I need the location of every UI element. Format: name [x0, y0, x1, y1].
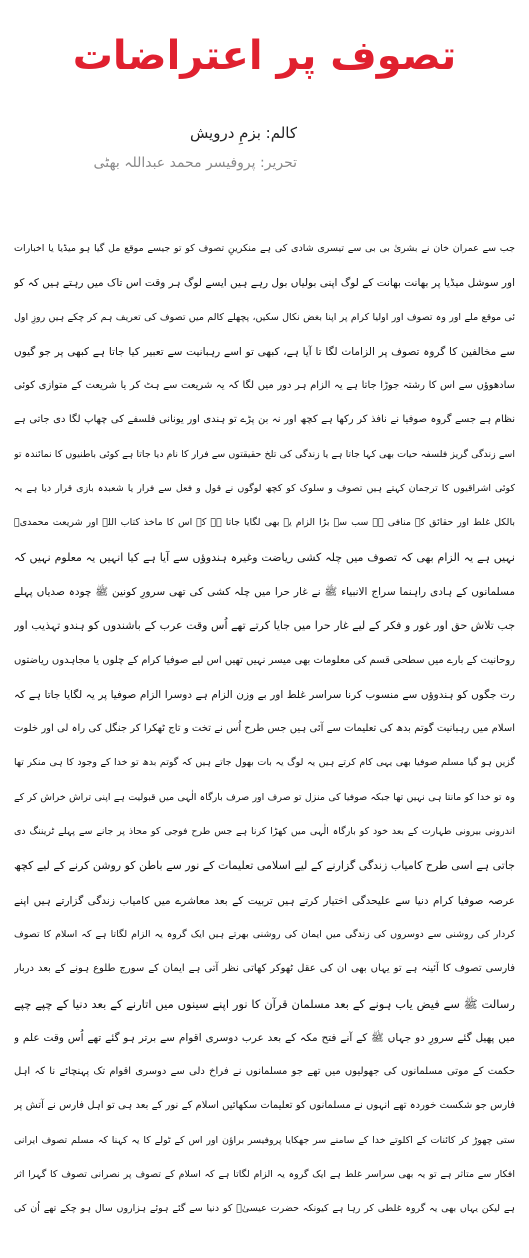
- text-line: جب سے عمران خان نے بشریٰ بی بی سے تیسری شادی کی ہے منکرینِ تصوف کو تو جیسے موقع مل گیا ہو میڈیا یا اخبارات: [14, 243, 515, 254]
- text-line: سادھوؤں سے اس کا رشتہ جوڑا جاتا ہے یہ الزام ہر دور میں لگا کہ یہ شریعت سے ہٹ کر یا شریعت کے متوازی کوئی: [14, 380, 515, 392]
- text-line: اسے زندگی گریز فلسفہ حیات بھی کہا جاتا ہے یا زندگی کی تلخ حقیقتوں سے فرار کا نام دیا جاتا ہے کوئی باطنیوں کا نمائندہ تو: [14, 448, 515, 460]
- text-line: رسالت ﷺ سے فیض یاب ہونے کے بعد مسلمان قرآن کا نور اپنے سینوں میں اتارنے کے بعد دنیا کے چپے چپے: [14, 996, 515, 1011]
- text-line: سے مخالفین کا گروہ تصوف پر الزامات لگا تا آیا ہے، کبھی تو اسے رہبانیت سے تعبیر کیا جاتا ہے کبھی پر جو گیوں: [14, 345, 515, 358]
- text-line: میں پھیل گئے سرورِ دو جہاں ﷺ کے آنے فتح مکہ کے بعد عرب دوسری اقوام سے برتر ہو گئے تھے اُس وقت علم و: [14, 1031, 515, 1044]
- text-line: نہیں ہے یہ الزام بھی کہ تصوف میں چلہ کشی ریاضت وغیرہ ہندوؤں سے آیا ہے کیا انہیں یہ معلوم نہیں کہ: [14, 550, 515, 564]
- text-line: فارسی تصوف کا آئینہ ہے تو یہاں بھی ان کی عقل ٹھوکر کھاتی نظر آتی ہے ایمان کے سورج طلوع ہونے کے بعد دربار: [14, 963, 515, 975]
- text-line: حکمت کے موتی مسلمانوں کی جھولیوں میں تھے جو مسلمانوں نے فراخ دلی سے دوسری اقوام تک پہنچائے نا کہ اہل: [14, 1066, 515, 1078]
- text-line: جب تلاش حق اور غور و فکر کے لیے غار حرا میں جایا کرتے تھے اُس وقت عرب کے باشندوں کو ہندو تہذیب اور: [14, 619, 515, 633]
- text-line: اور سوشل میڈیا پر بھانت بھانت کے لوگ اپنی بولیاں بول رہے ہیں ایسے لوگ ہر وقت اس تاک میں رہتے ہیں کہ کو: [14, 277, 515, 290]
- text-line: ہے لیکن یہاں بھی یہ گروہ غلطی کر رہا ہے کیونکہ حضرت عیسیٰؑ کو دنیا سے گئے ہوئے ہزاروں سال ہو چکے تھے اُن کی: [14, 1203, 515, 1215]
- text-line: نظام ہے جسے گروہ صوفیا نے نافذ کر رکھا ہے کچھ اور نہ بن پڑے تو ہندی اور یونانی فلسفے کی چھاپ لگا دی جاتی ہے: [14, 414, 515, 426]
- text-line: روحانیت کے بارے میں سطحی قسم کی معلومات بھی میسر نہیں تھیں اس لیے صوفیا کرام کے چلوں یا مجاہدوں ریاضتوں: [14, 654, 515, 666]
- text-line: فارس جو شکست خوردہ تھے انہوں نے مسلمانوں کو تعلیمات سکھائیں اسلام کے نور کے بعد ہی تو اہل فارس نے آتش پر: [14, 1100, 515, 1112]
- byline: [94, 120, 297, 176]
- column-name: کالم: بزمِ درویش: [189, 124, 297, 142]
- text-line: بالکل غلط اور حقائق کے منافی ہے سب سے بڑا الزام یہ بھی لگایا جاتا ہے کہ اس کا ماخذ کتاب اللہ اور شریعت محمدیؐ: [14, 517, 515, 529]
- text-line: اسلام میں رہبانیت گوتم بدھ کی تعلیمات سے آئی ہیں جس طرح اُس نے تخت و تاج ٹھکرا کر جنگل کی راہ لی اور خلوت: [14, 723, 515, 735]
- author-name: تحریر: پروفیسر محمد عبداللہ بھٹی: [93, 155, 297, 171]
- text-line: رت جگوں کو ہندوؤں سے منسوب کرنا سراسر غلط اور بے وزن الزام ہے دوسرا الزام صوفیا پر یہ لگایا جاتا ہے کہ: [14, 688, 515, 701]
- text-line: مسلمانوں کے ہادی راہنما سراج الانبیاء ﷺ نے غار حرا میں چلہ کشی کی تھی سرورِ کونین ﷺ چودہ صدیاں پہلے: [14, 585, 515, 598]
- text-line: گزیں ہو گیا مسلم صوفیا بھی یہی کام کرتے ہیں یہ لوگ یہ بات بھول جاتے ہیں کہ گوتم بدھ تو خدا کے وجود کا ہی منکر تھا: [14, 757, 515, 769]
- text-line: اندرونی بیرونی طہارت کے بعد خود کو بارگاہ الٰہی میں کھڑا کرنا ہے جس طرح فوجی کو محاذ پر جانے سے پہلے ٹریننگ دی: [14, 826, 515, 838]
- text-line: کردار کی روشنی سے دوسروں کی زندگی میں ایمان کی روشنی بھرتے ہیں ایک گروہ یہ الزام لگاتا ہے کہ اسلام کا تصوف: [14, 928, 515, 940]
- text-line: ستی چھوڑ کر کائنات کے اکلوتے خدا کے سامنے سر جھکایا پروفیسر براؤن اور اس کے ٹولے کا یہ کہنا کہ مسلم تصوف ایرانی: [14, 1134, 515, 1146]
- text-line: وہ تو خدا کو مانتا ہی نہیں تھا جبکہ صوفیا کی منزل تو صرف اور صرف بارگاہ الٰہی میں قبولیت ہے اپنی تراش خراش کر کے: [14, 791, 515, 803]
- article-body: [14, 232, 515, 1227]
- text-line: جاتی ہے اسی طرح کامیاب زندگی گزارنے کے لیے اسلامی تعلیمات کے نور سے باطن کو روشن کرنے کے لیے کچھ: [14, 859, 515, 873]
- text-line: ئی موقع ملے اور وہ تصوف اور اولیا کرام پر اپنا بغض نکال سکیں، پچھلے کالم میں تصوف کی تعریف ہم کر چکے ہیں روزِ اول: [14, 311, 515, 323]
- text-line: عرصہ صوفیا کرام دنیا سے علیحدگی اختیار کرتے ہیں تربیت کے بعد معاشرے میں کامیاب زندگی گزارتے ہیں اپنے: [14, 894, 515, 907]
- text-line: افکار سے متاثر ہے تو یہ بھی سراسر غلط ہے ایک گروہ یہ الزام لگاتا ہے کہ اسلام کے تصوف پر نصرانی تصوف کا گہرا اثر: [14, 1169, 515, 1181]
- article-title: تصوف پر اعتراضات: [72, 33, 457, 79]
- text-line: کوئی اشراقیوں کا ترجمان کہتے ہیں تصوف و سلوک کو کچھ لوگوں نے قول و فعل سے فرار یا شعبدہ بازی قرار دیا ہے یہ: [14, 483, 515, 495]
